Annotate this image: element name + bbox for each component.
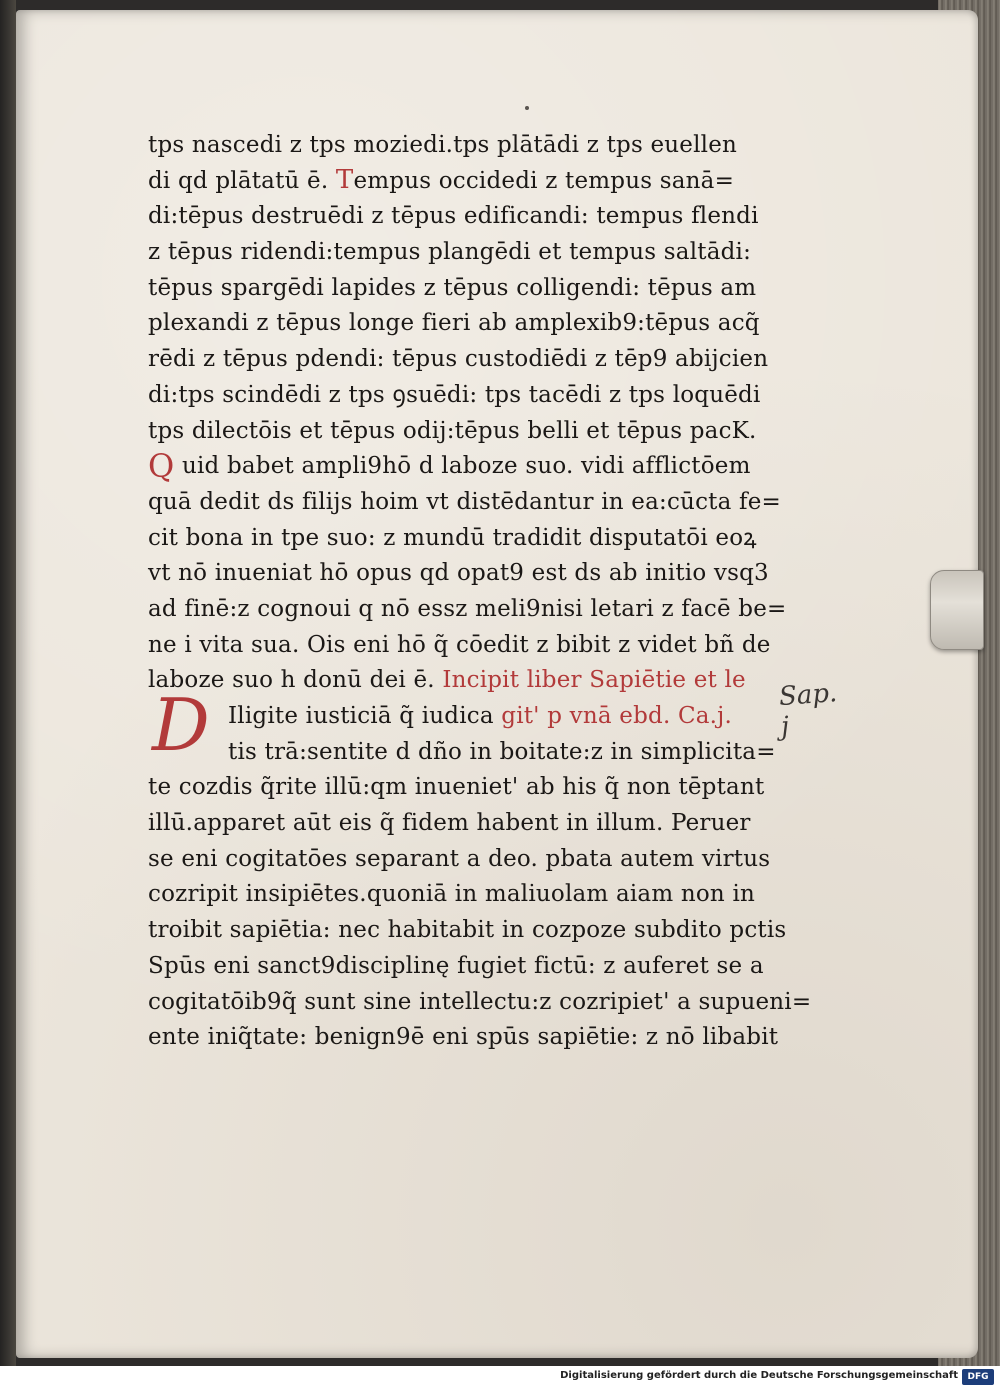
text-line: [148, 521, 778, 557]
line-text: cozripit insipiētes.quoniā in maliuolam aiam non in: [148, 881, 756, 908]
line-text: Spūs eni sanct9disciplinę fugiet fictū: z auferet se a: [148, 952, 764, 979]
line-text: vt nō inueniat hō opus qd opat9 est ds ab initio vsq3: [148, 560, 769, 587]
text-line: [148, 806, 778, 842]
line-text: di:tps scindēdi z tps ꝯsuēdi: tps tacēdi z tps loquēdi: [148, 381, 761, 408]
line-text: troibit sapiētia: nec habitabit in cozpoze subdito pctis: [148, 917, 787, 944]
text-line: [148, 306, 778, 342]
line-text: cogitatōib9q̃ sunt sine intellectu:z cozripiet' a supueni=: [148, 988, 812, 1015]
line-text: te cozdis q̃rite illū:qm inueniet' ab his q̃ non tēptant: [148, 774, 765, 801]
funding-credit: Digitalisierung gefördert durch die Deutsche Forschungsgemeinschaft: [560, 1370, 958, 1381]
rubric-text: git' p vnā ebd. Ca.j.: [501, 703, 733, 729]
text-line: [148, 842, 778, 878]
text-line: [148, 271, 778, 307]
text-line: [148, 699, 778, 735]
line-text: di:tēpus destruēdi z tēpus edificandi: tempus flendi: [148, 203, 759, 230]
line-text: Iligite iusticiā q̃ iudica: [228, 703, 502, 729]
line-text: di qd plātatū ē.: [148, 167, 336, 194]
text-line: [148, 128, 778, 164]
margin-annotation: Sap. j: [777, 678, 839, 743]
line-text: laboze suo h donū dei ē.: [148, 667, 443, 694]
text-line: [148, 199, 778, 235]
text-line: [148, 985, 812, 1021]
rubric-text: T: [335, 164, 354, 195]
footer-bar: [0, 1366, 1000, 1389]
text-line: [148, 913, 787, 949]
text-line: [148, 628, 778, 664]
line-text: se eni cogitatōes separant a deo. pbata autem virtus: [148, 845, 771, 872]
text-line: [148, 235, 778, 271]
text-line: [148, 485, 782, 521]
line-text: ente iniq̃tate: benign9ē eni spūs sapiētie: z nō libabit: [148, 1024, 779, 1051]
text-line: [148, 378, 778, 414]
text-line: [148, 770, 778, 806]
text-line: [148, 1020, 778, 1056]
text-line: [148, 877, 778, 913]
line-text: z tēpus ridendi:tempus plangēdi et tempus saltādi:: [148, 239, 752, 266]
binding-edge: [0, 0, 16, 1366]
text-line: [148, 449, 778, 485]
text-line: [148, 414, 778, 450]
line-text: rēdi z tēpus pdendi: tēpus custodiēdi z tēp9 abijcien: [148, 346, 769, 373]
line-text: uid babet ampli9hō d laboze suo. vidi afflictōem: [174, 453, 751, 480]
line-text: cit bona in tpe suo: z mundū tradidit disputatōi eoꝝ: [148, 524, 757, 551]
line-text: tps nascedi z tps moziedi.tps plātādi z tps euellen: [148, 132, 738, 158]
rubric-text: Q: [148, 447, 175, 486]
line-text: illū.apparet aūt eis q̃ fidem habent in illum. Peruer: [148, 810, 751, 837]
text-line: [148, 592, 787, 628]
rubricated-initial: D: [152, 683, 210, 767]
line-text: ne i vita sua. Ois eni hō q̃ cōedit z bibit z videt bñ de: [148, 631, 771, 658]
text-line: [148, 663, 778, 699]
line-text: empus occidedi z tempus sanā=: [353, 167, 735, 194]
rubric-text: Incipit liber Sapiētie et le: [442, 667, 746, 694]
ink-speck: [525, 106, 529, 110]
line-text: plexandi z tēpus longe fieri ab amplexib9:tēpus acq̃: [148, 310, 760, 337]
line-text: tps dilectōis et tēpus odij:tēpus belli et tēpus pacK.: [148, 417, 757, 444]
line-text: tēpus spargēdi lapides z tēpus colligendi: tēpus am: [148, 274, 757, 301]
line-text: tis trā:sentite d dño in boitate:z in simplicita=: [228, 738, 776, 765]
text-line: [148, 342, 778, 378]
text-line: [148, 949, 778, 985]
line-text: quā dedit ds filijs hoim vt distēdantur in ea:cūcta fe=: [148, 488, 782, 515]
dfg-logo: DFG: [962, 1369, 994, 1385]
page-clip: [930, 570, 984, 650]
line-text: ad finē:z cognoui q nō essz meli9nisi letari z facē be=: [148, 595, 787, 622]
text-line: [148, 164, 778, 200]
text-line: [148, 556, 778, 592]
text-line: [148, 735, 778, 771]
